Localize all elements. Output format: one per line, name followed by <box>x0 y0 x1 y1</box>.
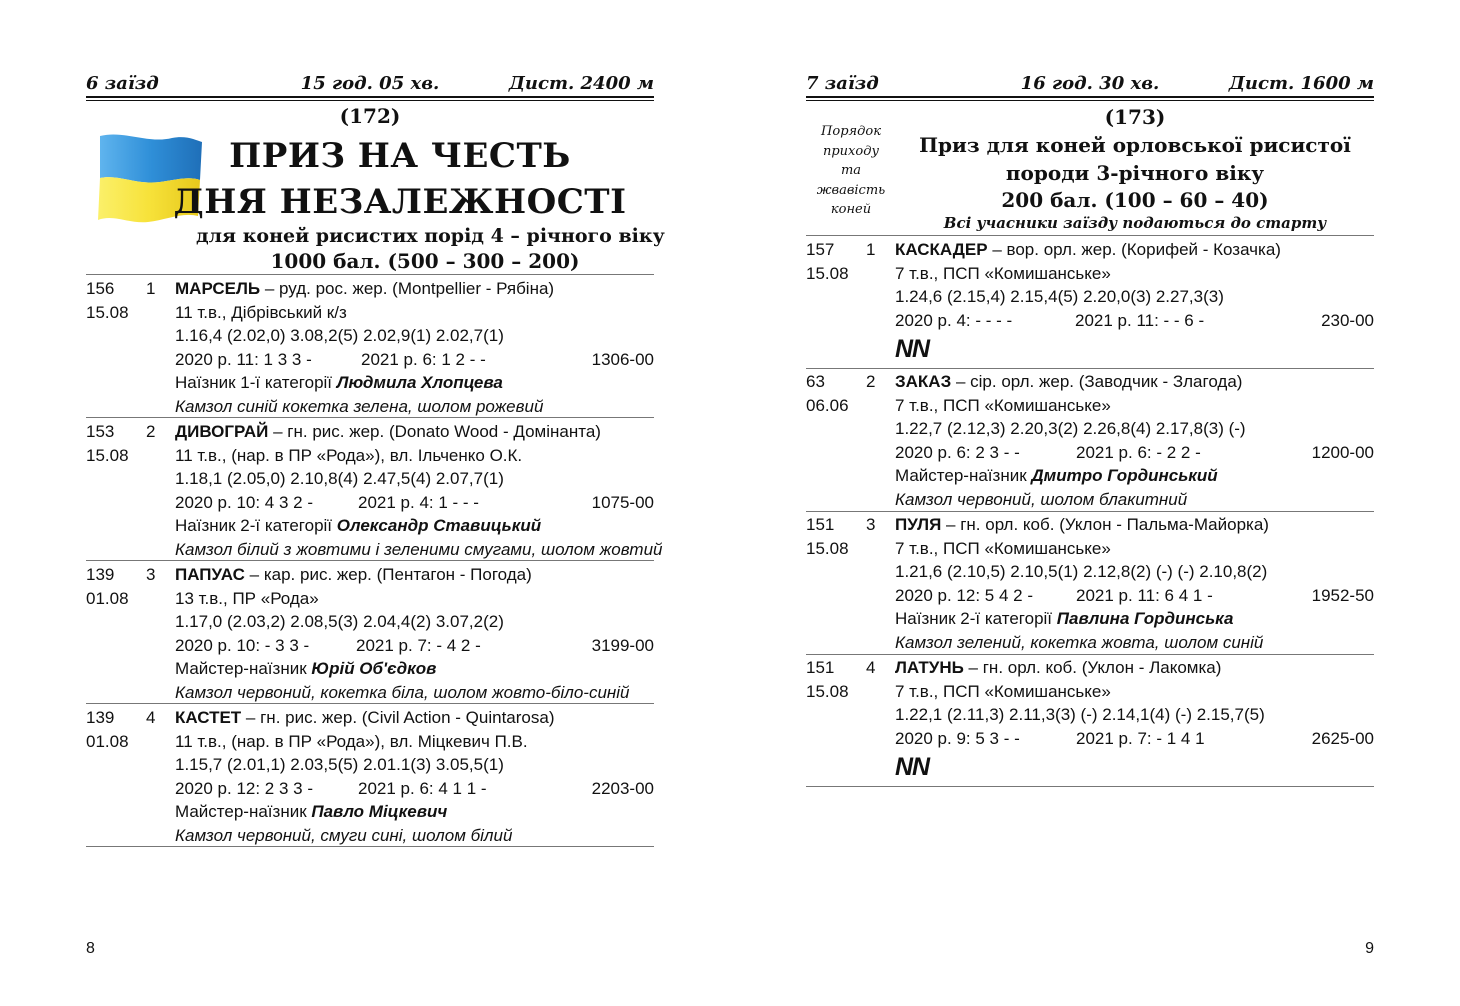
results-2020: 2020 р. 12: 2 3 3 - <box>175 778 313 798</box>
earnings: 230-00 <box>1321 310 1374 330</box>
prize-number: (172) <box>339 104 401 128</box>
last-race-date: 01.08 <box>86 588 129 608</box>
best-times: 1.22,1 (2.11,3) 2.11,3(3) (-) 2.14,1(4) (-) 2.15,7(5) <box>895 705 1265 724</box>
best-times: 1.18,1 (2.05,0) 2.10,8(4) 2.47,5(4) 2.07,7(1) <box>175 469 504 488</box>
order-note-line: приходу <box>822 143 879 159</box>
last-race-date: 06.06 <box>806 395 849 415</box>
separator <box>806 235 1374 236</box>
last-race-date: 15.08 <box>86 302 129 322</box>
separator <box>806 654 1374 655</box>
order-note-line: та <box>840 163 862 178</box>
order-note-line: коней <box>830 202 872 217</box>
best-times: 1.17,0 (2.03,2) 2.08,5(3) 2.04,4(2) 3.07,2(2) <box>175 612 504 631</box>
rider-title: Наїзник 1-ї категорії <box>175 373 337 392</box>
racing-colors: Камзол білий з жовтими і зеленими смугами, шолом жовтий <box>175 539 663 559</box>
horse-description: – гн. орл. коб. (Уклон - Лакомка) <box>963 658 1222 677</box>
horse-owner: 13 т.в., ПР «Рода» <box>175 588 319 608</box>
race-number: 7 заїзд <box>806 73 879 94</box>
race-distance: Дист. 1600 м <box>1228 73 1374 94</box>
separator <box>86 274 654 275</box>
horse-name: ПУЛЯ <box>895 515 942 534</box>
order-note <box>806 122 896 220</box>
results-2020: 2020 р. 11: 1 3 3 - <box>175 349 312 369</box>
horse-description: – вор. орл. жер. (Корифей - Козачка) <box>987 240 1281 259</box>
rider-title: Наїзник 2-ї категорії <box>895 609 1057 628</box>
separator <box>806 368 1374 369</box>
horse-owner: 11 т.в., (нар. в ПР «Рода»), вл. Ільченко О.К. <box>175 445 523 465</box>
results-2021: 2021 р. 6: 4 1 1 - <box>358 778 487 798</box>
start-number: 2 <box>146 422 156 441</box>
horse-name: ЛАТУНЬ <box>895 658 964 677</box>
start-number: 3 <box>866 515 876 534</box>
header-rule-thin <box>806 100 1374 101</box>
horse-name: КАСТЕТ <box>175 708 242 727</box>
header-rule-thin <box>86 100 654 101</box>
separator <box>86 846 654 847</box>
earnings: 1306-00 <box>591 349 654 369</box>
rating: 156 <box>86 279 115 298</box>
racing-colors: Камзол червоний, шолом блакитний <box>895 489 1188 509</box>
horse-owner: 11 т.в., (нар. в ПР «Рода»), вл. Міцкевич П.В. <box>175 731 528 751</box>
prize-title-line1: Приз для коней орловської рисистої <box>919 133 1351 157</box>
horse-name: ПАПУАС <box>175 565 245 584</box>
earnings: 2625-00 <box>1311 728 1374 748</box>
prize-points: 200 бал. (100 – 60 – 40) <box>1001 188 1269 212</box>
last-race-date: 15.08 <box>806 681 849 701</box>
racing-colors: Камзол червоний, кокетка біла, шолом жовто-біло-синій <box>175 682 630 702</box>
last-race-date: 01.08 <box>86 731 129 751</box>
results-2020: 2020 р. 10: 4 3 2 - <box>175 492 313 512</box>
results-2021: 2021 р. 7: - 4 2 - <box>356 635 481 655</box>
results-2020: 2020 р. 10: - 3 3 - <box>175 635 310 655</box>
rating: 151 <box>806 515 835 534</box>
results-2021: 2021 р. 6: - 2 2 - <box>1076 442 1201 462</box>
start-number: 4 <box>866 658 876 677</box>
rider-name: Павлина Гординська <box>1056 609 1234 628</box>
prize-points: 1000 бал. (500 – 300 – 200) <box>270 249 580 273</box>
rating: 153 <box>86 422 115 441</box>
separator <box>86 703 654 704</box>
horse-name: МАРСЕЛЬ <box>175 279 261 298</box>
order-note-line: жвавість <box>816 182 886 198</box>
best-times: 1.21,6 (2.10,5) 2.10,5(1) 2.12,8(2) (-) (-) 2.10,8(2) <box>895 562 1268 581</box>
best-times: 1.16,4 (2.02,0) 3.08,2(5) 2.02,9(1) 2.02,7(1) <box>175 326 504 345</box>
start-number: 4 <box>146 708 156 727</box>
rating: 63 <box>806 372 825 391</box>
rider-name: Дмитро Гординський <box>1031 466 1218 485</box>
horse-name: КАСКАДЕР <box>895 240 988 259</box>
rider-name: Людмила Хлопцева <box>336 373 503 392</box>
left-page <box>86 0 665 1006</box>
page-number: 8 <box>86 940 95 957</box>
header-rule <box>86 96 654 98</box>
horse-name: ДИВОГРАЙ <box>175 422 269 441</box>
last-race-date: 15.08 <box>806 538 849 558</box>
results-2021: 2021 р. 4: 1 - - - <box>358 492 479 512</box>
results-2020: 2020 р. 6: 2 3 - - <box>895 442 1020 462</box>
separator <box>86 560 654 561</box>
horse-description: – сір. орл. жер. (Заводчик - Злагода) <box>951 372 1243 391</box>
race-distance: Дист. 2400 м <box>508 73 654 94</box>
results-2021: 2021 р. 11: - - 6 - <box>1075 310 1205 330</box>
separator <box>806 511 1374 512</box>
results-2021: 2021 р. 6: 1 2 - - <box>361 349 486 369</box>
earnings: 1200-00 <box>1311 442 1374 462</box>
results-2021: 2021 р. 7: - 1 4 1 <box>1076 728 1205 748</box>
earnings: 3199-00 <box>591 635 654 655</box>
prize-title-line1: ПРИЗ НА ЧЕСТЬ <box>229 136 571 176</box>
prize-number: (173) <box>1104 105 1166 129</box>
horse-name: ЗАКАЗ <box>895 372 952 391</box>
earnings: 2203-00 <box>591 778 654 798</box>
horse-description: – руд. рос. жер. (Montpellier - Рябіна) <box>260 279 555 298</box>
racing-colors: Камзол червоний, смуги сині, шолом білий <box>175 825 513 845</box>
rating: 139 <box>86 565 115 584</box>
page-number: 9 <box>1365 940 1374 957</box>
results-2020: 2020 р. 4: - - - - <box>895 310 1013 330</box>
separator <box>86 417 654 418</box>
rider-title: Майстер-наїзник <box>175 659 312 678</box>
results-2021: 2021 р. 11: 6 4 1 - <box>1076 585 1213 605</box>
prize-title-line2: ДНЯ НЕЗАЛЕЖНОСТІ <box>173 182 627 222</box>
best-times: 1.15,7 (2.01,1) 2.03,5(5) 2.01.1(3) 3.05,5(1) <box>175 755 504 774</box>
start-number: 1 <box>866 240 876 259</box>
order-note-line: Порядок <box>821 124 881 139</box>
prize-title-line2: породи 3-річного віку <box>1005 161 1265 185</box>
race-time: 15 год. 05 хв. <box>300 73 440 94</box>
last-race-date: 15.08 <box>86 445 129 465</box>
earnings: 1075-00 <box>591 492 654 512</box>
race-header <box>86 70 654 96</box>
start-number: 3 <box>146 565 156 584</box>
race-header <box>806 70 1374 96</box>
rider-title: Майстер-наїзник <box>895 466 1032 485</box>
horse-description: – кар. рис. жер. (Пентагон - Погода) <box>244 565 532 584</box>
right-page <box>806 0 1374 1006</box>
earnings: 1952-50 <box>1311 585 1374 605</box>
start-number: 1 <box>146 279 156 298</box>
start-note: Всі учасники заїзду подаються до старту <box>943 214 1327 232</box>
separator <box>806 786 1374 787</box>
rider-title: Майстер-наїзник <box>175 802 312 821</box>
start-number: 2 <box>866 372 876 391</box>
rating: 157 <box>806 240 835 259</box>
horse-owner: 7 т.в., ПСП «Комишанське» <box>895 681 1111 701</box>
prize-subtitle: для коней рисистих порід 4 – річного віку <box>196 225 665 247</box>
rider-name: Юрій Об'єдков <box>311 659 437 678</box>
rating: 151 <box>806 658 835 677</box>
header-rule <box>806 96 1374 98</box>
rider-unknown: NN <box>895 753 930 781</box>
rider-unknown: NN <box>895 335 930 363</box>
race-time: 16 год. 30 хв. <box>1020 73 1160 94</box>
horse-description: – гн. орл. коб. (Уклон - Пальма-Майорка) <box>941 515 1269 534</box>
results-2020: 2020 р. 9: 5 3 - - <box>895 728 1020 748</box>
best-times: 1.24,6 (2.15,4) 2.15,4(5) 2.20,0(3) 2.27,3(3) <box>895 287 1224 306</box>
rider-title: Наїзник 2-ї категорії <box>175 516 337 535</box>
horse-description: – гн. рис. жер. (Donato Wood - Домінанта) <box>268 422 601 441</box>
best-times: 1.22,7 (2.12,3) 2.20,3(2) 2.26,8(4) 2.17,8(3) (-) <box>895 419 1246 438</box>
horse-description: – гн. рис. жер. (Civil Action - Quintarosa) <box>241 708 555 727</box>
horse-owner: 7 т.в., ПСП «Комишанське» <box>895 263 1111 283</box>
horse-owner: 7 т.в., ПСП «Комишанське» <box>895 538 1111 558</box>
last-race-date: 15.08 <box>806 263 849 283</box>
results-2020: 2020 р. 12: 5 4 2 - <box>895 585 1033 605</box>
horse-owner: 7 т.в., ПСП «Комишанське» <box>895 395 1111 415</box>
rating: 139 <box>86 708 115 727</box>
rider-name: Олександр Ставицький <box>336 516 542 535</box>
horse-owner: 11 т.в., Дібрівський к/з <box>175 302 347 322</box>
racing-colors: Камзол синій кокетка зелена, шолом рожевий <box>175 396 544 416</box>
race-number: 6 заїзд <box>86 73 159 94</box>
rider-name: Павло Міцкевич <box>311 802 448 821</box>
racing-colors: Камзол зелений, кокетка жовта, шолом синій <box>895 632 1264 652</box>
